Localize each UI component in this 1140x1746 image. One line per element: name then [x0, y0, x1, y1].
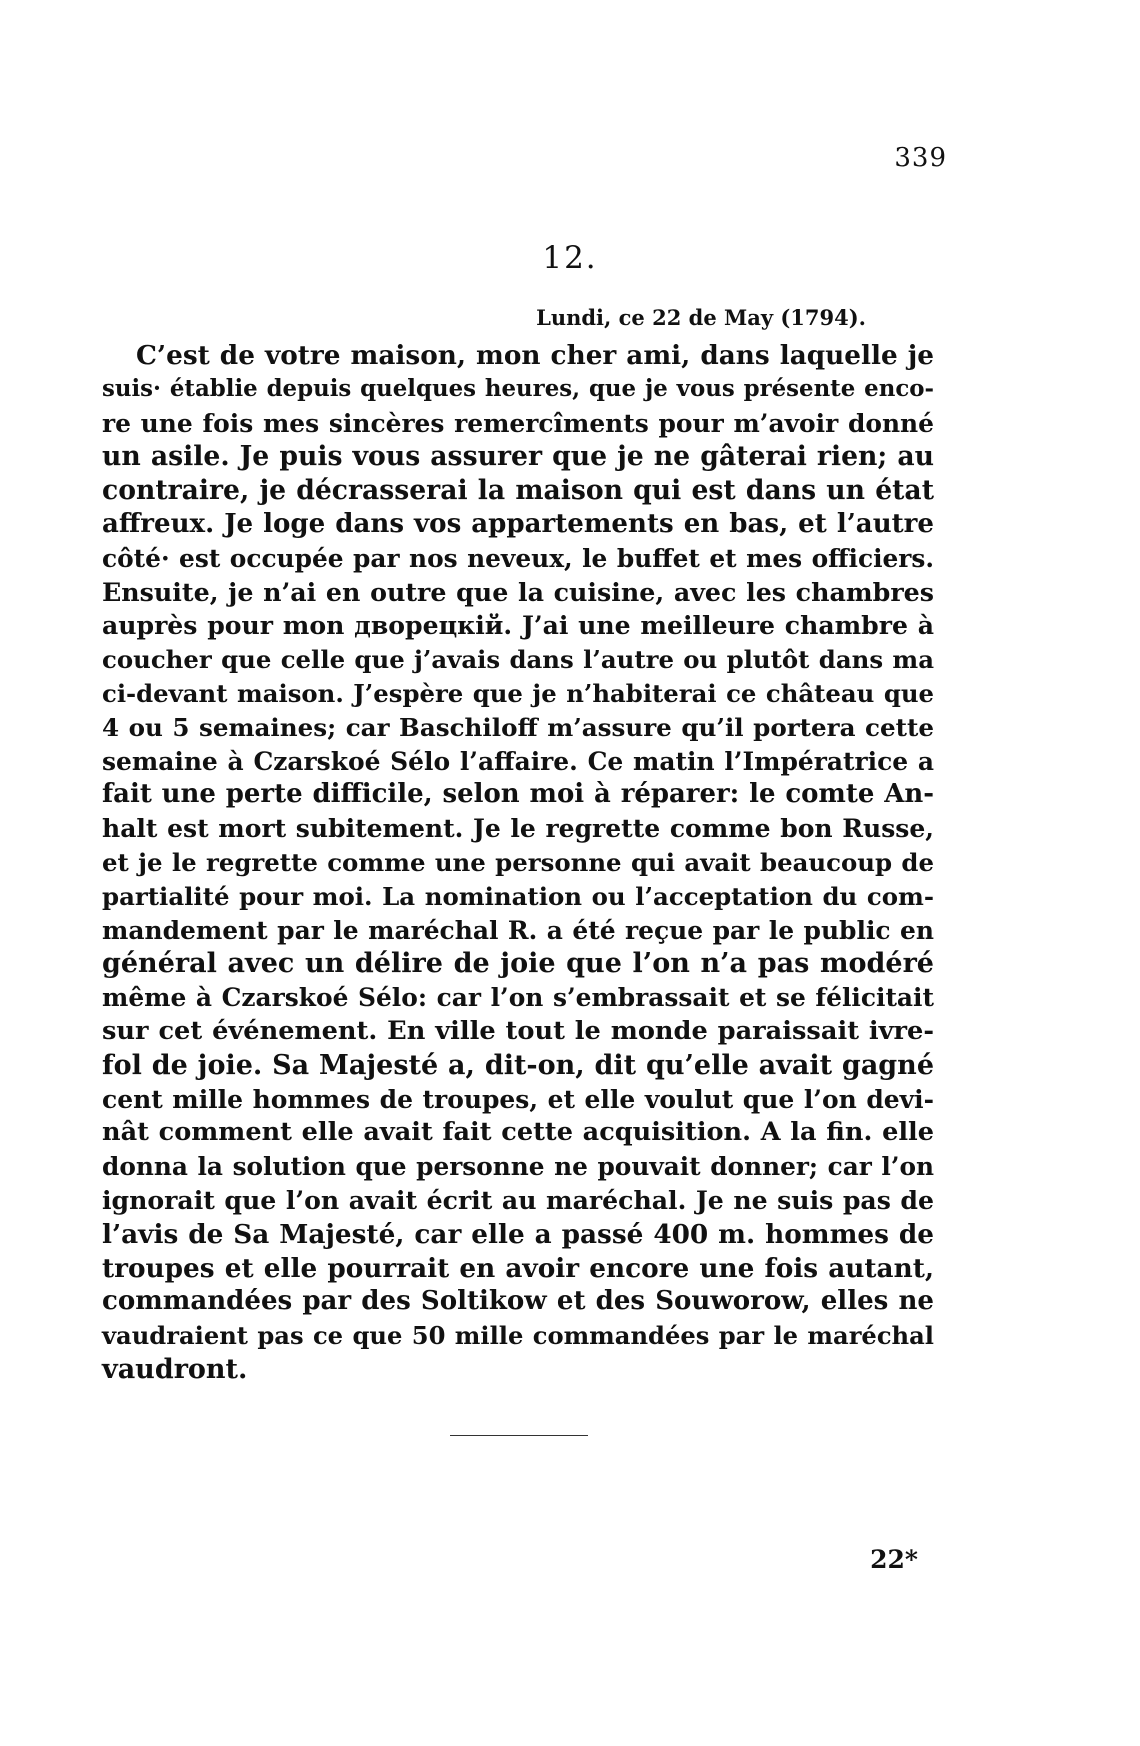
text-line: et je le regrette comme une personne qui avait beaucoup de — [102, 847, 934, 877]
text-line: re une fois mes sincères remercîments pour m’avoir donné — [102, 408, 934, 438]
text-line: coucher que celle que j’avais dans l’autre ou plutôt dans ma — [102, 645, 934, 675]
text-line: C’est de votre maison, mon cher ami, dans laquelle je — [136, 340, 934, 371]
signature-mark: 22* — [870, 1545, 918, 1574]
text-line: ci-devant maison. J’espère que je n’habiterai ce château que — [102, 678, 934, 708]
text-line: ignorait que l’on avait écrit au maréchal. Je ne suis pas de — [102, 1184, 934, 1215]
text-line: semaine à Czarskoé Sélo l’affaire. Ce matin l’Impératrice a — [102, 746, 934, 776]
text-line: un asile. Je puis vous assurer que je ne gâterai rien; au — [102, 441, 934, 473]
text-line: troupes et elle pourrait en avoir encore une fois autant, — [102, 1252, 934, 1284]
text-line: 4 ou 5 semaines; car Baschiloff m’assure qu’il portera cette — [102, 712, 934, 742]
text-line: contraire, je décrasserai la maison qui est dans un état — [102, 475, 934, 507]
text-line: affreux. Je loge dans vos appartements en bas, et l’autre — [102, 508, 934, 539]
letter-body — [102, 339, 934, 1387]
text-line: fol de joie. Sa Majesté a, dit-on, dit qu’elle avait gagné — [102, 1049, 934, 1081]
letter-number: 12. — [542, 240, 598, 276]
text-line: halt est mort subitement. Je le regrette comme bon Russe, — [102, 814, 934, 844]
text-line: côté· est occupée par nos neveux, le buffet et mes officiers. — [102, 543, 934, 573]
text-line: mandement par le maréchal R. a été reçue par le public en — [102, 915, 934, 945]
text-line: nât comment elle avait fait cette acquisition. A la fin. elle — [102, 1117, 934, 1148]
text-line: même à Czarskoé Sélo: car l’on s’embrassait et se félicitait — [102, 983, 934, 1013]
text-line: auprès pour mon дворецкій. J’ai une meilleure chambre à — [102, 610, 934, 641]
text-line: cent mille hommes de troupes, et elle voulut que l’on devi- — [102, 1084, 934, 1114]
text-line: général avec un délire de joie que l’on n’a pas modéré — [102, 948, 934, 980]
dateline: Lundi, ce 22 de May (1794). — [536, 305, 866, 330]
text-line: suis· établie depuis quelques heures, que je vous présente enco- — [102, 375, 934, 402]
section-divider — [450, 1435, 588, 1436]
text-line: vaudraient pas ce que 50 mille commandées par le maréchal — [102, 1321, 934, 1351]
text-line: sur cet événement. En ville tout le monde paraissait ivre- — [102, 1015, 934, 1046]
text-line: l’avis de Sa Majesté, car elle a passé 400 m. hommes de — [102, 1218, 934, 1250]
text-line: partialité pour moi. La nomination ou l’acceptation du com- — [102, 881, 934, 911]
text-line: vaudront. — [102, 1353, 248, 1385]
text-line: commandées par des Soltikow et des Souworow, elles ne — [102, 1286, 934, 1317]
text-line: Ensuite, je n’ai en outre que la cuisine, avec les chambres — [102, 576, 934, 607]
text-line: fait une perte difficile, selon moi à réparer: le comte An- — [102, 779, 934, 810]
page-number: 339 — [894, 143, 947, 173]
text-line: donna la solution que personne ne pouvait donner; car l’on — [102, 1152, 934, 1182]
